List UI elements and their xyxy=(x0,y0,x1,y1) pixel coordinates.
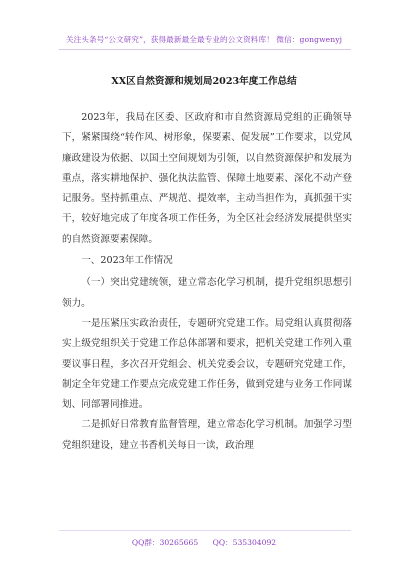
section-heading: 一、2023年工作情况 xyxy=(81,255,173,267)
footer-qq-group: QQ群：30265665 xyxy=(131,538,199,547)
body-paragraph-1: 一是压紧压实政治责任，专题研究党建工作。局党组认真贯彻落实上级党组织关于党建工作总体部署和要求，把机关党建工作列入重要议事日程，多次召开党组会、机关党委会议，专题研究党建工作，制定全年党建工作要点完成党建工作任务，做到党建与业务工作同谋划、同部署同推进。 xyxy=(62,317,352,411)
footer-divider xyxy=(59,530,351,531)
body-paragraph-2: 二是抓好日常教育监督管理，建立常态化学习机制。加强学习型党组织建设，建立书香机关每日一读，政治理 xyxy=(62,419,352,451)
intro-paragraph: 2023年，我局在区委、区政府和市自然资源局党组的正确领导下，紧紧围绕“转作风、树形象，保要素、促发展”工作要求，以党风廉政建设为依据、以国土空间规划为引领，以自然资源保护和发展为重点，落实耕地保护、强化执法监管、保障土地要素、深化不动产登记服务。坚持抓重点、严规范、提效率，主动当担作为，真抓强干实干，较好地完成了年度各项工作任务，为全区社会经济发展提供坚实的自然资源要素保障。 xyxy=(62,112,352,245)
document-title: XX区自然资源和规划局2023年度工作总结 xyxy=(111,76,297,87)
document-body xyxy=(62,108,352,456)
footer-qq: QQ：535304092 xyxy=(212,538,277,547)
footer-contact xyxy=(0,537,408,548)
header-divider xyxy=(59,49,351,50)
promo-banner: 关注头条号“公文研究”，获得最新最全最专业的公文资料库！ 微信：gongwenyj xyxy=(65,35,343,44)
subsection-heading: （一）突出党建统领，建立常态化学习机制，提升党组织思想引领力。 xyxy=(62,277,352,309)
